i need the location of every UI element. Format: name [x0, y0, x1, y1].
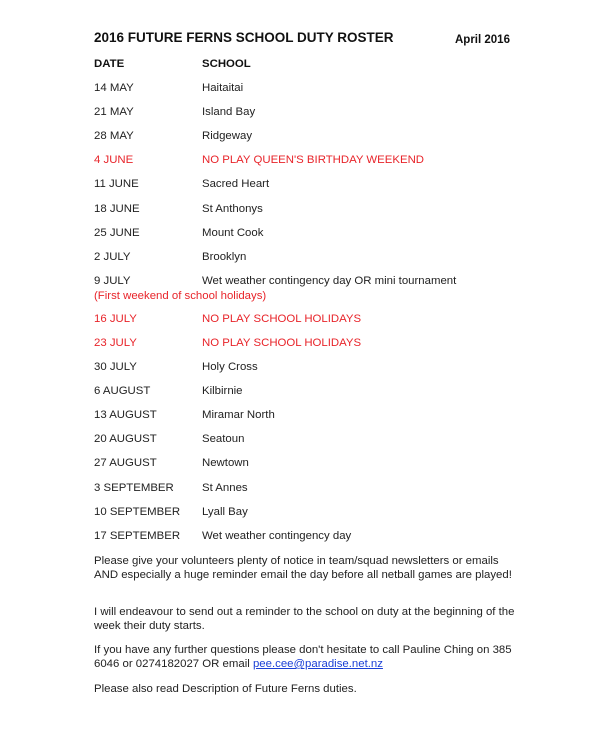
row-date: 6 AUGUST: [94, 385, 151, 397]
school-column-header: SCHOOL: [202, 58, 251, 70]
row-school: Mount Cook: [202, 227, 264, 239]
row-date: 28 MAY: [94, 130, 134, 142]
row-school: Island Bay: [202, 106, 256, 118]
row-date: 27 AUGUST: [94, 457, 157, 469]
paragraph-reminder: I will endeavour to send out a reminder to the school on duty at the beginning of the week their duty starts.: [94, 606, 515, 632]
row-school: Lyall Bay: [202, 506, 248, 518]
row-date: 25 JUNE: [94, 227, 140, 239]
row-school: Brooklyn: [202, 251, 247, 263]
row-school: Sacred Heart: [202, 178, 270, 190]
row-date: 11 JUNE: [94, 178, 139, 190]
row-school: Ridgeway: [202, 130, 253, 142]
row-date: 2 JULY: [94, 251, 131, 263]
row-school: Newtown: [202, 457, 249, 469]
row-school: NO PLAY SCHOOL HOLIDAYS: [202, 313, 362, 325]
row-date: 9 JULY: [94, 275, 131, 287]
issue-date: April 2016: [455, 34, 510, 46]
row-date: 21 MAY: [94, 106, 134, 118]
row-date: 18 JUNE: [94, 203, 140, 215]
row-school: St Annes: [202, 482, 248, 494]
row-date: 3 SEPTEMBER: [94, 482, 174, 494]
row-date: 4 JUNE: [94, 154, 134, 166]
paragraph-duties: Please also read Description of Future Ferns duties.: [94, 683, 357, 695]
document-title: 2016 FUTURE FERNS SCHOOL DUTY ROSTER: [94, 30, 394, 45]
contact-text: If you have any further questions please don't hesitate to call Pauline Ching on 385 6046 or 0274182027 OR email: [94, 644, 512, 670]
row-school: NO PLAY SCHOOL HOLIDAYS: [202, 337, 362, 349]
row-date: 17 SEPTEMBER: [94, 530, 181, 542]
row-school: Wet weather contingency day: [202, 530, 352, 542]
row-school: NO PLAY QUEEN'S BIRTHDAY WEEKEND: [202, 154, 425, 166]
row-date: 14 MAY: [94, 82, 134, 94]
row-date: 10 SEPTEMBER: [94, 506, 181, 518]
row-school: Holy Cross: [202, 361, 258, 373]
row-date: 23 JULY: [94, 337, 137, 349]
row-school: Wet weather contingency day OR mini tournament: [202, 275, 457, 287]
row-school: Kilbirnie: [202, 385, 243, 397]
row-school: Haitaitai: [202, 82, 244, 94]
email-link[interactable]: pee.cee@paradise.net.nz: [252, 658, 383, 670]
row-school: Seatoun: [202, 433, 245, 445]
row-date: 13 AUGUST: [94, 409, 157, 421]
row-note: (First weekend of school holidays): [94, 290, 267, 302]
row-school: St Anthonys: [202, 203, 263, 215]
date-column-header: DATE: [94, 58, 125, 70]
row-date: 16 JULY: [94, 313, 137, 325]
paragraph-notice: Please give your volunteers plenty of notice in team/squad newsletters or emails AND especially a huge reminder email the day before all netball games are played!: [94, 555, 512, 581]
row-school: Miramar North: [202, 409, 275, 421]
row-date: 30 JULY: [94, 361, 137, 373]
row-date: 20 AUGUST: [94, 433, 157, 445]
paragraph-contact: [94, 643, 524, 671]
